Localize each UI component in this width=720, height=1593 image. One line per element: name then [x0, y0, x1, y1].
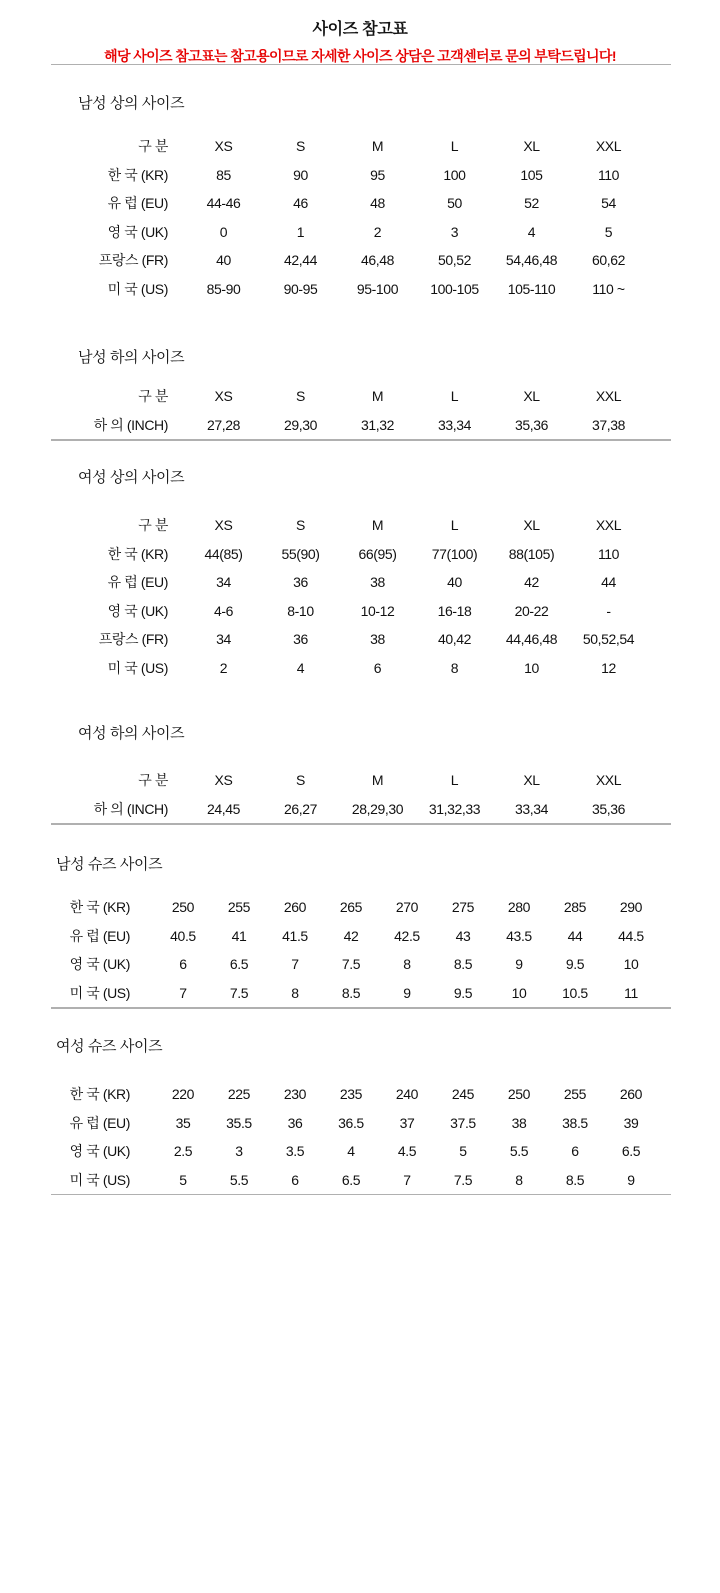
- size-value: 9.5: [453, 984, 473, 1001]
- size-value: 95-100: [356, 280, 399, 297]
- size-value: 7.5: [229, 984, 249, 1001]
- size-value: S: [296, 138, 305, 155]
- size-value: 27,28: [206, 416, 241, 433]
- size-value: XXL: [595, 517, 622, 534]
- size-value: 285: [563, 899, 587, 916]
- size-value: 36.5: [338, 1114, 364, 1131]
- table-row: [0, 1166, 659, 1195]
- size-value: M: [371, 138, 384, 155]
- size-value: 39: [623, 1114, 639, 1131]
- size-value: 44,46,48: [505, 631, 558, 648]
- size-value: XS: [214, 517, 233, 534]
- row-label: 미 국 (US): [69, 984, 130, 1001]
- size-value: XS: [214, 772, 233, 789]
- size-value: 10: [524, 659, 539, 676]
- size-value: 24,45: [206, 800, 241, 817]
- size-value: 265: [339, 899, 363, 916]
- size-value: 43.5: [506, 927, 532, 944]
- row-label: 구 분: [138, 517, 168, 534]
- size-value: 85-90: [206, 280, 241, 297]
- size-value: 9: [627, 1171, 635, 1188]
- size-value: 6: [373, 659, 382, 676]
- size-value: 225: [227, 1086, 251, 1103]
- size-value: 55(90): [281, 545, 320, 562]
- size-value: 6.5: [621, 1143, 641, 1160]
- size-value: 4-6: [213, 602, 234, 619]
- table-row: [0, 246, 647, 275]
- size-value: XS: [214, 138, 233, 155]
- size-value: 8: [450, 659, 459, 676]
- size-value: 95: [370, 166, 385, 183]
- size-table-womens-bottoms: [0, 766, 647, 823]
- section-mens-bottoms: [0, 349, 720, 439]
- size-value: 48: [370, 195, 385, 212]
- size-value: S: [296, 772, 305, 789]
- size-value: 34: [216, 631, 231, 648]
- section-womens-tops: [0, 469, 720, 682]
- size-value: XL: [523, 138, 540, 155]
- size-value: 1: [296, 223, 305, 240]
- size-value: 4: [296, 659, 305, 676]
- table-row: [0, 922, 659, 951]
- size-value: 50,52,54: [582, 631, 635, 648]
- table-row: [0, 893, 659, 922]
- size-value: 6: [179, 956, 187, 973]
- size-value: 7: [403, 1171, 411, 1188]
- size-value: 250: [507, 1086, 531, 1103]
- size-value: 8.5: [453, 956, 473, 973]
- size-value: 41.5: [282, 927, 308, 944]
- size-value: 7.5: [341, 956, 361, 973]
- row-label: 영 국 (UK): [107, 223, 168, 240]
- size-table-mens-tops: [0, 132, 647, 303]
- table-row: [0, 568, 647, 597]
- size-value: 8.5: [565, 1171, 585, 1188]
- size-value: 110 ~: [592, 280, 625, 297]
- section-heading: 여성 상의 사이즈: [78, 469, 185, 486]
- size-value: 52: [524, 195, 539, 212]
- size-value: 66(95): [358, 545, 397, 562]
- table-row: [0, 795, 647, 824]
- size-value: 38: [511, 1114, 527, 1131]
- table-row: [0, 1109, 659, 1138]
- size-value: 260: [619, 1086, 643, 1103]
- size-value: 4: [527, 223, 536, 240]
- size-value: 35: [175, 1114, 191, 1131]
- size-value: 250: [171, 899, 195, 916]
- divider: [51, 1008, 671, 1009]
- row-label: 프랑스 (FR): [98, 252, 168, 269]
- size-value: 8-10: [287, 602, 314, 619]
- size-value: 36: [293, 631, 308, 648]
- row-label: 하 의 (INCH): [93, 800, 168, 817]
- size-value: 37.5: [450, 1114, 476, 1131]
- size-value: 10: [623, 956, 639, 973]
- divider: [51, 64, 671, 65]
- size-value: 44(85): [204, 545, 243, 562]
- table-row: [0, 625, 647, 654]
- size-value: 29,30: [283, 416, 318, 433]
- size-value: M: [371, 517, 384, 534]
- size-value: 28,29,30: [351, 800, 404, 817]
- size-value: 54,46,48: [505, 252, 558, 269]
- size-value: 7.5: [453, 1171, 473, 1188]
- size-value: 38: [370, 631, 385, 648]
- size-value: 260: [283, 899, 307, 916]
- table-row: [0, 1137, 659, 1166]
- size-value: L: [450, 772, 459, 789]
- size-value: 290: [619, 899, 643, 916]
- size-value: 100-105: [430, 280, 479, 297]
- size-value: 40: [447, 574, 462, 591]
- size-value: 275: [451, 899, 475, 916]
- size-value: L: [450, 517, 459, 534]
- size-value: 8.5: [341, 984, 361, 1001]
- size-value: 9: [403, 984, 411, 1001]
- section-mens-tops: [0, 95, 720, 303]
- row-label: 미 국 (US): [69, 1171, 130, 1188]
- size-value: 36: [293, 574, 308, 591]
- size-value: 240: [395, 1086, 419, 1103]
- size-value: 42.5: [394, 927, 420, 944]
- table-row: [0, 132, 647, 161]
- row-label: 미 국 (US): [107, 659, 168, 676]
- size-value: 60,62: [591, 252, 626, 269]
- table-row: [0, 218, 647, 247]
- size-value: 3: [450, 223, 459, 240]
- size-value: 34: [216, 574, 231, 591]
- size-value: 37: [399, 1114, 415, 1131]
- row-label: 구 분: [138, 772, 168, 789]
- size-value: 44.5: [618, 927, 644, 944]
- size-value: 16-18: [437, 602, 472, 619]
- size-value: XL: [523, 388, 540, 405]
- size-value: 33,34: [514, 800, 549, 817]
- size-value: 44: [601, 574, 616, 591]
- table-row: [0, 654, 647, 683]
- size-table-womens-shoes: [0, 1080, 659, 1194]
- size-value: 2.5: [173, 1143, 193, 1160]
- row-label: 한 국 (KR): [69, 899, 130, 916]
- size-value: 90-95: [283, 280, 318, 297]
- row-label: 유 럽 (EU): [69, 927, 130, 944]
- size-value: 44-46: [206, 195, 241, 212]
- size-value: 5: [459, 1143, 467, 1160]
- size-value: 9.5: [565, 956, 585, 973]
- notice-text: 해당 사이즈 참고표는 참고용이므로 자세한 사이즈 상담은 고객센터로 문의 부탁드립니다!: [104, 48, 616, 64]
- size-value: 50: [447, 195, 462, 212]
- size-value: 2: [373, 223, 382, 240]
- size-value: S: [296, 388, 305, 405]
- page-title: 사이즈 참고표: [312, 21, 408, 38]
- size-value: 35,36: [591, 800, 626, 817]
- table-row: [0, 1080, 659, 1109]
- size-value: XXL: [595, 772, 622, 789]
- size-value: 37,38: [591, 416, 626, 433]
- size-value: 50,52: [437, 252, 472, 269]
- size-value: XS: [214, 388, 233, 405]
- section-womens-bottoms: [0, 725, 720, 823]
- size-value: 6: [571, 1143, 579, 1160]
- table-row: [0, 511, 647, 540]
- size-value: -: [606, 602, 611, 619]
- size-value: 77(100): [431, 545, 478, 562]
- section-heading: 여성 슈즈 사이즈: [56, 1038, 163, 1055]
- size-value: 10.5: [562, 984, 588, 1001]
- row-label: 유 럽 (EU): [107, 195, 168, 212]
- section-heading: 여성 하의 사이즈: [78, 725, 185, 742]
- table-row: [0, 979, 659, 1008]
- size-value: 270: [395, 899, 419, 916]
- size-value: 4: [347, 1143, 355, 1160]
- size-value: 35,36: [514, 416, 549, 433]
- size-value: 38: [370, 574, 385, 591]
- size-value: 26,27: [283, 800, 318, 817]
- row-label: 구 분: [138, 388, 168, 405]
- size-value: 3.5: [285, 1143, 305, 1160]
- size-value: 7: [291, 956, 299, 973]
- size-value: 100: [443, 166, 466, 183]
- size-value: 245: [451, 1086, 475, 1103]
- size-value: M: [371, 388, 384, 405]
- size-value: 235: [339, 1086, 363, 1103]
- size-value: L: [450, 388, 459, 405]
- section-heading: 남성 상의 사이즈: [78, 95, 185, 112]
- size-value: 46,48: [360, 252, 395, 269]
- size-value: 43: [455, 927, 471, 944]
- size-value: 33,34: [437, 416, 472, 433]
- table-row: [0, 161, 647, 190]
- size-value: 8: [291, 984, 299, 1001]
- row-label: 프랑스 (FR): [98, 631, 168, 648]
- size-value: 31,32: [360, 416, 395, 433]
- section-mens-shoes: [0, 856, 720, 1007]
- size-value: 5.5: [229, 1171, 249, 1188]
- size-table-mens-shoes: [0, 893, 659, 1007]
- row-label: 유 럽 (EU): [107, 574, 168, 591]
- size-value: 230: [283, 1086, 307, 1103]
- size-value: 42: [524, 574, 539, 591]
- table-row: [0, 540, 647, 569]
- size-value: XL: [523, 772, 540, 789]
- size-value: XXL: [595, 138, 622, 155]
- size-value: 54: [601, 195, 616, 212]
- size-value: L: [450, 138, 459, 155]
- size-value: 2: [219, 659, 228, 676]
- size-value: 44: [567, 927, 583, 944]
- size-value: XXL: [595, 388, 622, 405]
- size-value: 9: [515, 956, 523, 973]
- table-row: [0, 411, 647, 440]
- size-value: 280: [507, 899, 531, 916]
- row-label: 유 럽 (EU): [69, 1114, 130, 1131]
- size-value: 36: [287, 1114, 303, 1131]
- size-value: 88(105): [508, 545, 555, 562]
- size-value: 85: [216, 166, 231, 183]
- size-value: 5: [179, 1171, 187, 1188]
- size-value: 6.5: [229, 956, 249, 973]
- divider: [51, 1194, 671, 1195]
- size-value: 38.5: [562, 1114, 588, 1131]
- row-label: 한 국 (KR): [107, 545, 168, 562]
- size-value: 40.5: [170, 927, 196, 944]
- size-value: 40: [216, 252, 231, 269]
- divider: [51, 440, 671, 441]
- size-value: 11: [624, 984, 638, 1001]
- size-value: 5.5: [509, 1143, 529, 1160]
- row-label: 영 국 (UK): [69, 956, 130, 973]
- size-value: 8: [403, 956, 411, 973]
- size-value: 6.5: [341, 1171, 361, 1188]
- size-value: XL: [523, 517, 540, 534]
- row-label: 미 국 (US): [107, 280, 168, 297]
- size-table-mens-bottoms: [0, 382, 647, 439]
- size-value: 105: [520, 166, 543, 183]
- section-womens-shoes: [0, 1038, 720, 1194]
- table-row: [0, 597, 647, 626]
- divider: [51, 824, 671, 825]
- table-row: [0, 950, 659, 979]
- row-label: 하 의 (INCH): [93, 416, 168, 433]
- table-row: [0, 189, 647, 218]
- row-label: 영 국 (UK): [107, 602, 168, 619]
- size-value: 255: [563, 1086, 587, 1103]
- size-value: 6: [291, 1171, 299, 1188]
- size-value: 110: [597, 166, 620, 183]
- size-value: 35.5: [226, 1114, 252, 1131]
- size-value: 46: [293, 195, 308, 212]
- size-value: 10: [511, 984, 527, 1001]
- size-value: 220: [171, 1086, 195, 1103]
- size-value: 40,42: [437, 631, 472, 648]
- table-row: [0, 382, 647, 411]
- size-value: 90: [293, 166, 308, 183]
- size-value: 3: [235, 1143, 243, 1160]
- size-value: 42: [343, 927, 359, 944]
- table-row: [0, 766, 647, 795]
- section-heading: 남성 슈즈 사이즈: [56, 856, 163, 873]
- size-value: 41: [231, 927, 247, 944]
- size-value: 4.5: [397, 1143, 417, 1160]
- size-value: 20-22: [514, 602, 549, 619]
- size-value: S: [296, 517, 305, 534]
- size-value: 110: [597, 545, 620, 562]
- size-table-womens-tops: [0, 511, 647, 682]
- size-value: 10-12: [360, 602, 395, 619]
- size-value: 255: [227, 899, 251, 916]
- size-value: 12: [601, 659, 616, 676]
- size-value: 31,32,33: [428, 800, 481, 817]
- row-label: 영 국 (UK): [69, 1143, 130, 1160]
- size-value: 42,44: [283, 252, 318, 269]
- size-value: 8: [515, 1171, 523, 1188]
- section-heading: 남성 하의 사이즈: [78, 349, 185, 366]
- size-value: 7: [179, 984, 187, 1001]
- row-label: 한 국 (KR): [69, 1086, 130, 1103]
- row-label: 한 국 (KR): [107, 166, 168, 183]
- size-value: 105-110: [507, 280, 556, 297]
- size-value: 5: [604, 223, 613, 240]
- row-label: 구 분: [138, 138, 168, 155]
- size-value: M: [371, 772, 384, 789]
- table-row: [0, 275, 647, 304]
- size-value: 0: [219, 223, 228, 240]
